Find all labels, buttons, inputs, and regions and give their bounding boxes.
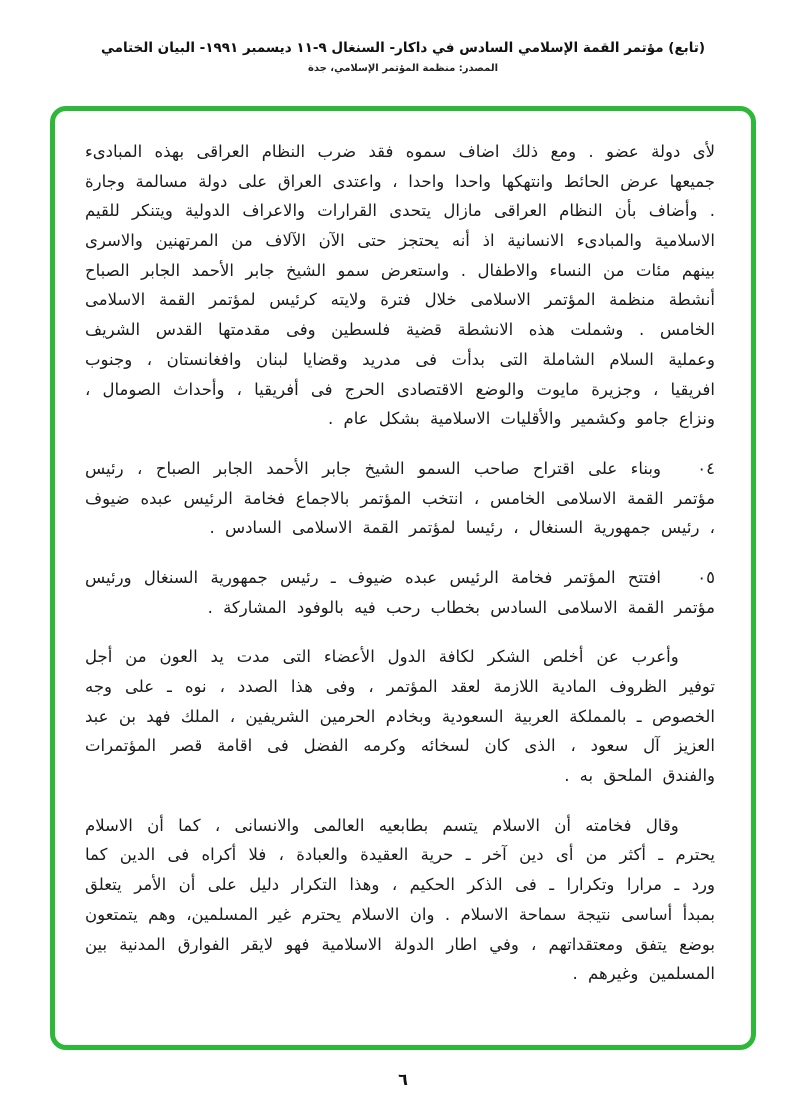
paragraph-number: ٠٥ <box>697 567 715 587</box>
paragraph: وقال فخامته أن الاسلام يتسم بطابعيه العالمى والانسانى ، كما أن الاسلام يحترم ـ أكثر من أى دين آخر ـ حرية العقيدة والعبادة ، فلا أكراه فى الدين كما ورد ـ مرارا وتكرارا ـ فى الذكر الحكيم ، وهذا التكرار دليل على أن الأمر يتعلق بمبدأ أساسى نتيجة سماحة الاسلام . وان الاسلام يحترم غير المسلمين، وهم يتمتعون بوضع يتفق ومعتقداتهم ، وفي اطار الدولة الاسلامية فهو لايقر الفوارق المدنية بين المسلمين وغيرهم . <box>85 815 715 984</box>
document-source: المصدر: منظمة المؤتمر الإسلامي، جدة <box>307 63 499 74</box>
highlight-frame <box>50 106 756 1050</box>
document-body <box>85 137 715 989</box>
document-header <box>0 0 806 74</box>
document-header-title: (تابع) مؤتمر القمة الإسلامي السادس في داكار- السنغال ٩-١١ ديسمبر ١٩٩١- البيان الختامي <box>100 40 706 56</box>
paragraph <box>85 563 715 622</box>
paragraph-text: وبناء على اقتراح صاحب السمو الشيخ جابر الأحمد الجابر الصباح ، رئيس مؤتمر القمة الاسلامى الخامس ، انتخب المؤتمر بالاجماع فخامة الرئيس عبده ضيوف ، رئيس جمهورية السنغال ، رئيسا لمؤتمر القمة الاسلامى السادس . <box>85 458 715 538</box>
paragraph-text: افتتح المؤتمر فخامة الرئيس عبده ضيوف ـ رئيس جمهورية السنغال ورئيس مؤتمر القمة الاسلامى السادس بخطاب رحب فيه بالوفود المشاركة . <box>85 567 715 617</box>
paragraph <box>85 454 715 543</box>
paragraph-number: ٠٤ <box>697 458 715 478</box>
page-number: ٦ <box>398 1070 408 1089</box>
paragraph: وأعرب عن أخلص الشكر لكافة الدول الأعضاء التى مدت يد العون من أجل توفير الظروف المادية اللازمة لعقد المؤتمر ، وفى هذا الصدد ، نوه ـ على وجه الخصوص ـ بالمملكة العربية السعودية وبخادم الحرمين الشريفين ، الملك فهد بن عبد العزيز آل سعود ، الذى كان لسخائه وكرمه الفضل فى اقامة قصر المؤتمرات والفندق الملحق به . <box>85 647 715 786</box>
paragraph: لأى دولة عضو . ومع ذلك اضاف سموه فقد ضرب النظام العراقى بهذه المبادىء جميعها عرض الحائط وانتهكها واحدا واحدا ، واعتدى العراق على دولة مسالمة وجارة . وأضاف بأن النظام العراقى مازال يتحدى القرارات والاعراف الدولية ويتنكر للقيم الاسلامية والمبادىء الانسانية اذ أنه يحتجز حتى الآن الآلاف من المرتهنين والاسرى بينهم مئات من النساء والاطفال . واستعرض سمو الشيخ جابر الأحمد الجابر الصباح أنشطة منظمة المؤتمر الاسلامى خلال فترة ولايته كرئيس لمؤتمر القمة الاسلامى الخامس . وشملت هذه الانشطة قضية فلسطين وفى مقدمتها القدس الشريف وعملية السلام الشاملة التى بدأت فى مدريد وقضايا لبنان وافغانستان ، وجنوب افريقيا ، وجزيرة مايوت والوضع الاقتصادى الحرج فى أفريقيا ، وأحداث الصومال ، ونزاع جامو وكشمير والأقليات الاسلامية بشكل عام . <box>85 142 715 429</box>
